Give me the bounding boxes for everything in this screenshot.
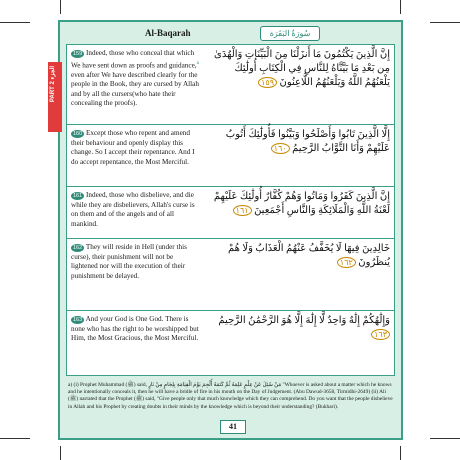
crop-mark [0, 438, 30, 439]
verse-row [67, 125, 394, 187]
verse-row [67, 45, 394, 125]
verse-arabic [207, 314, 390, 342]
crop-mark [60, 446, 61, 460]
crop-mark [0, 22, 30, 23]
crop-mark [430, 22, 460, 23]
verse-number-badge: 163 [73, 317, 83, 323]
verse-text: Indeed, those who disbelieve, and die while they are disbelievers, Allah's curse is on them and of the angels and of all mankind. [71, 191, 195, 228]
page-number: 41 [220, 420, 246, 434]
surah-title-arabic: سُورَةُ البَقَرَة [260, 26, 320, 41]
crop-mark [400, 0, 401, 14]
verse-arabic [207, 242, 390, 270]
arabic-text: إِنَّ الَّذِينَ يَكْتُمُونَ مَا أَنزَلْنَا مِنَ الْبَيِّنَاتِ وَالْهُدَىٰ مِن بَعْدِ مَا بَيَّنَّاهُ لِلنَّاسِ فِي الْكِتَابِ أُولَٰئِكَ يَلْعَنُهُمُ اللَّهُ وَيَلْعَنُهُمُ اللَّاعِنُونَ [214, 49, 390, 88]
verse-english [71, 315, 199, 344]
verse-english [71, 129, 199, 167]
crop-mark [430, 438, 460, 439]
arabic-text: إِنَّ الَّذِينَ كَفَرُوا وَمَاتُوا وَهُمْ كُفَّارٌ أُولَٰئِكَ عَلَيْهِمْ لَعْنَةُ اللَّهِ وَالْمَلَائِكَةِ وَالنَّاسِ أَجْمَعِينَ [213, 191, 390, 216]
verse-row [67, 239, 394, 311]
verse-number-badge: 159 [73, 51, 83, 57]
ayah-marker: ١٦٢ [337, 257, 356, 268]
verse-row [67, 311, 394, 375]
verse-number-badge: 162 [73, 245, 83, 251]
verses-panel [66, 44, 395, 376]
verse-text: Except those who repent and amend their behaviour and openly display this change. So I accept their repentance. And I do accept repentance, the Most Merciful. [71, 129, 195, 166]
arabic-text: وَإِلَٰهُكُمْ إِلَٰهٌ وَاحِدٌ لَّا إِلَٰهَ إِلَّا هُوَ الرَّحْمَٰنُ الرَّحِيمُ [218, 315, 390, 326]
arabic-text: إِلَّا الَّذِينَ تَابُوا وَأَصْلَحُوا وَبَيَّنُوا فَأُولَٰئِكَ أَتُوبُ عَلَيْهِمْ وَأَنَا التَّوَّابُ الرَّحِيمُ [225, 129, 390, 154]
verse-text-rest: even after We have described clearly for the people in the Book, they are cursed by Allah and by all the cursers(who hate their concealing the proofs). [71, 70, 199, 108]
ayah-marker: ١٦١ [233, 205, 252, 216]
crop-mark [400, 446, 401, 460]
ayah-marker: ١٥٩ [258, 77, 277, 88]
verse-english [71, 191, 199, 229]
verse-row [67, 187, 394, 239]
verse-number-badge: 161 [73, 193, 83, 199]
part-label: PART 2 الجزء [50, 66, 56, 103]
surah-title-english: Al-Baqarah [145, 28, 191, 38]
ayah-marker: ١٦٠ [271, 143, 290, 154]
verse-number-badge: 160 [73, 131, 83, 137]
verse-text: Indeed, those who conceal that which We have sent down as proofs and guidance, [71, 49, 197, 69]
verse-arabic [207, 128, 390, 156]
quran-page [50, 20, 403, 440]
crop-mark [60, 0, 61, 14]
arabic-text: خَالِدِينَ فِيهَا لَا يُخَفَّفُ عَنْهُمُ الْعَذَابُ وَلَا هُمْ يُنظَرُونَ [227, 243, 390, 268]
verse-english [71, 49, 199, 109]
verse-english [71, 243, 199, 281]
verse-text: And your God is One God. There is none who has the right to be worshipped but Him, the Most Gracious, the Most Merciful. [71, 315, 199, 343]
footnote-ref[interactable]: a [196, 60, 199, 66]
ayah-marker: ١٦٣ [371, 329, 390, 340]
verse-text: They will reside in Hell (under this curse), their punishment will not be lightened nor will the execution of their punishment be delayed. [71, 243, 187, 280]
verse-arabic [207, 190, 390, 218]
footnote: a) (i) Prophet Muhammad (ﷺ) said, مَنْ سُئِلَ عَنْ عِلْمٍ عَلِمَهُ ثُمَّ كَتَمَهُ أُلْجِمَ يَوْمَ الْقِيَامَةِ بِلِجَامٍ مِنْ نَارٍ "Whoever is asked about a matter which he knows and he intentionally conceals it, then he will have a bridle of fire in his mouth on the Day of Judgement. (Abu Dawud-3658, Tirmidhi-2649) (ii) Ali (ﷺ) narrated that the Prophet (ﷺ) said, "Give people only that much knowledge which they can comprehend. Do you want that the people disbelieve in Allah and his Prophet by creating doubts in their minds by the knowledge which is beyond their understanding? (Bukhari). [68, 382, 393, 410]
verse-arabic [207, 48, 390, 90]
